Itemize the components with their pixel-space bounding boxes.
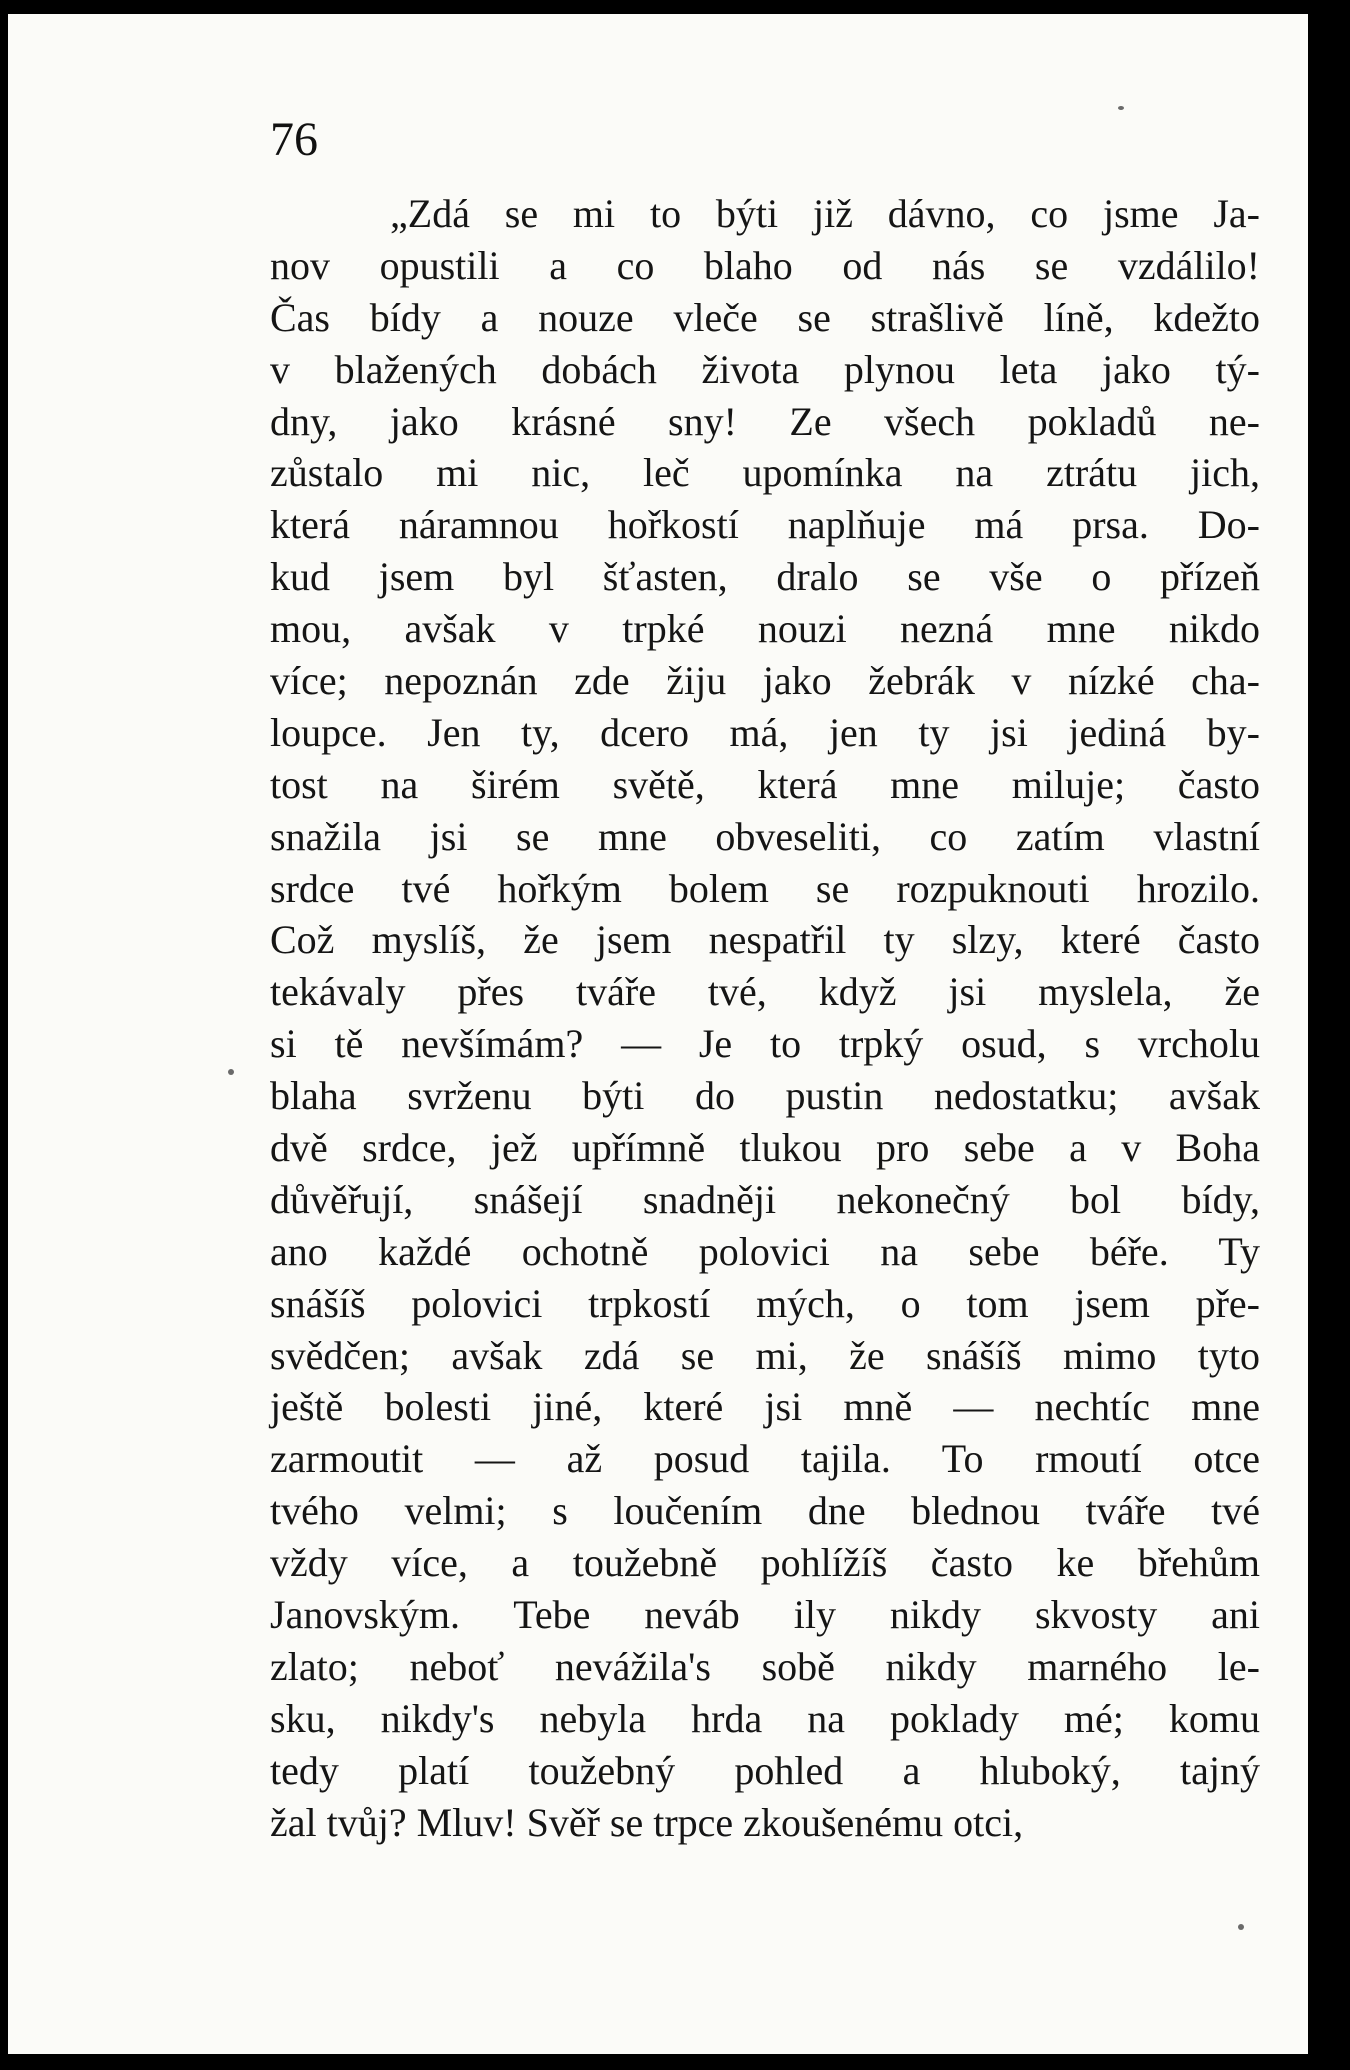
text-line: zůstalo mi nic, leč upomínka na ztrátu jich, — [270, 450, 1260, 496]
text-line: mou, avšak v trpké nouzi nezná mne nikdo — [270, 606, 1260, 652]
book-page — [8, 14, 1308, 2054]
paper-speck — [1238, 1924, 1244, 1930]
page-number: 76 — [270, 113, 318, 166]
text-line: Což myslíš, že jsem nespatřil ty slzy, které často — [270, 917, 1260, 963]
text-line: sku, nikdy's nebyla hrda na poklady mé; komu — [270, 1695, 1260, 1741]
text-line: si tě nevšímám? — Je to trpký osud, s vrcholu — [270, 1021, 1260, 1067]
text-line: snášíš polovici trpkostí mých, o tom jsem pře- — [270, 1280, 1260, 1326]
text-line: dny, jako krásné sny! Ze všech pokladů ne- — [270, 398, 1260, 444]
text-line: více; nepoznán zde žiju jako žebrák v nízké cha- — [270, 658, 1260, 704]
text-line: důvěřují, snášejí snadněji nekonečný bol bídy, — [270, 1176, 1260, 1222]
text-line: nov opustili a co blaho od nás se vzdálilo! — [270, 242, 1260, 288]
text-line: která náramnou hořkostí naplňuje má prsa. Do- — [270, 502, 1260, 548]
text-line: loupce. Jen ty, dcero má, jen ty jsi jediná by- — [270, 709, 1260, 755]
text-line: blaha svrženu býti do pustin nedostatku; avšak — [270, 1073, 1260, 1119]
text-line: Čas bídy a nouze vleče se strašlivě líně, kdežto — [270, 294, 1260, 340]
text-line: v blažených dobách života plynou leta jako tý- — [270, 346, 1260, 392]
text-line: tedy platí toužebný pohled a hluboký, tajný — [270, 1747, 1260, 1793]
body-text — [270, 188, 1260, 1849]
text-line: snažila jsi se mne obveseliti, co zatím vlastní — [270, 813, 1260, 859]
text-line: srdce tvé hořkým bolem se rozpuknouti hrozilo. — [270, 865, 1260, 911]
text-line: tost na širém světě, která mne miluje; často — [270, 761, 1260, 807]
text-line: žal tvůj? Mluv! Svěř se trpce zkoušenému otci, — [270, 1799, 1024, 1845]
text-line: ano každé ochotně polovici na sebe béře. Ty — [270, 1228, 1260, 1274]
paper-speck — [228, 1069, 234, 1075]
text-line: zlato; neboť nevážila's sobě nikdy marného le- — [270, 1643, 1260, 1689]
text-line: Janovským. Tebe neváb ily nikdy skvosty ani — [270, 1592, 1260, 1638]
text-line: dvě srdce, jež upřímně tlukou pro sebe a v Boha — [270, 1125, 1260, 1171]
text-line: vždy více, a toužebně pohlížíš často ke břehům — [270, 1540, 1260, 1586]
text-line: svědčen; avšak zdá se mi, že snášíš mimo tyto — [270, 1332, 1260, 1378]
text-line: ještě bolesti jiné, které jsi mně — nechtíc mne — [270, 1384, 1260, 1430]
paper-speck — [1118, 106, 1124, 110]
text-line: kud jsem byl šťasten, dralo se vše o přízeň — [270, 554, 1260, 600]
text-line: tekávaly přes tváře tvé, když jsi myslela, že — [270, 969, 1260, 1015]
text-line: tvého velmi; s loučením dne blednou tváře tvé — [270, 1488, 1260, 1534]
text-line: zarmoutit — až posud tajila. To rmoutí otce — [270, 1436, 1260, 1482]
text-line: „Zdá se mi to býti již dávno, co jsme Ja- — [390, 191, 1260, 236]
